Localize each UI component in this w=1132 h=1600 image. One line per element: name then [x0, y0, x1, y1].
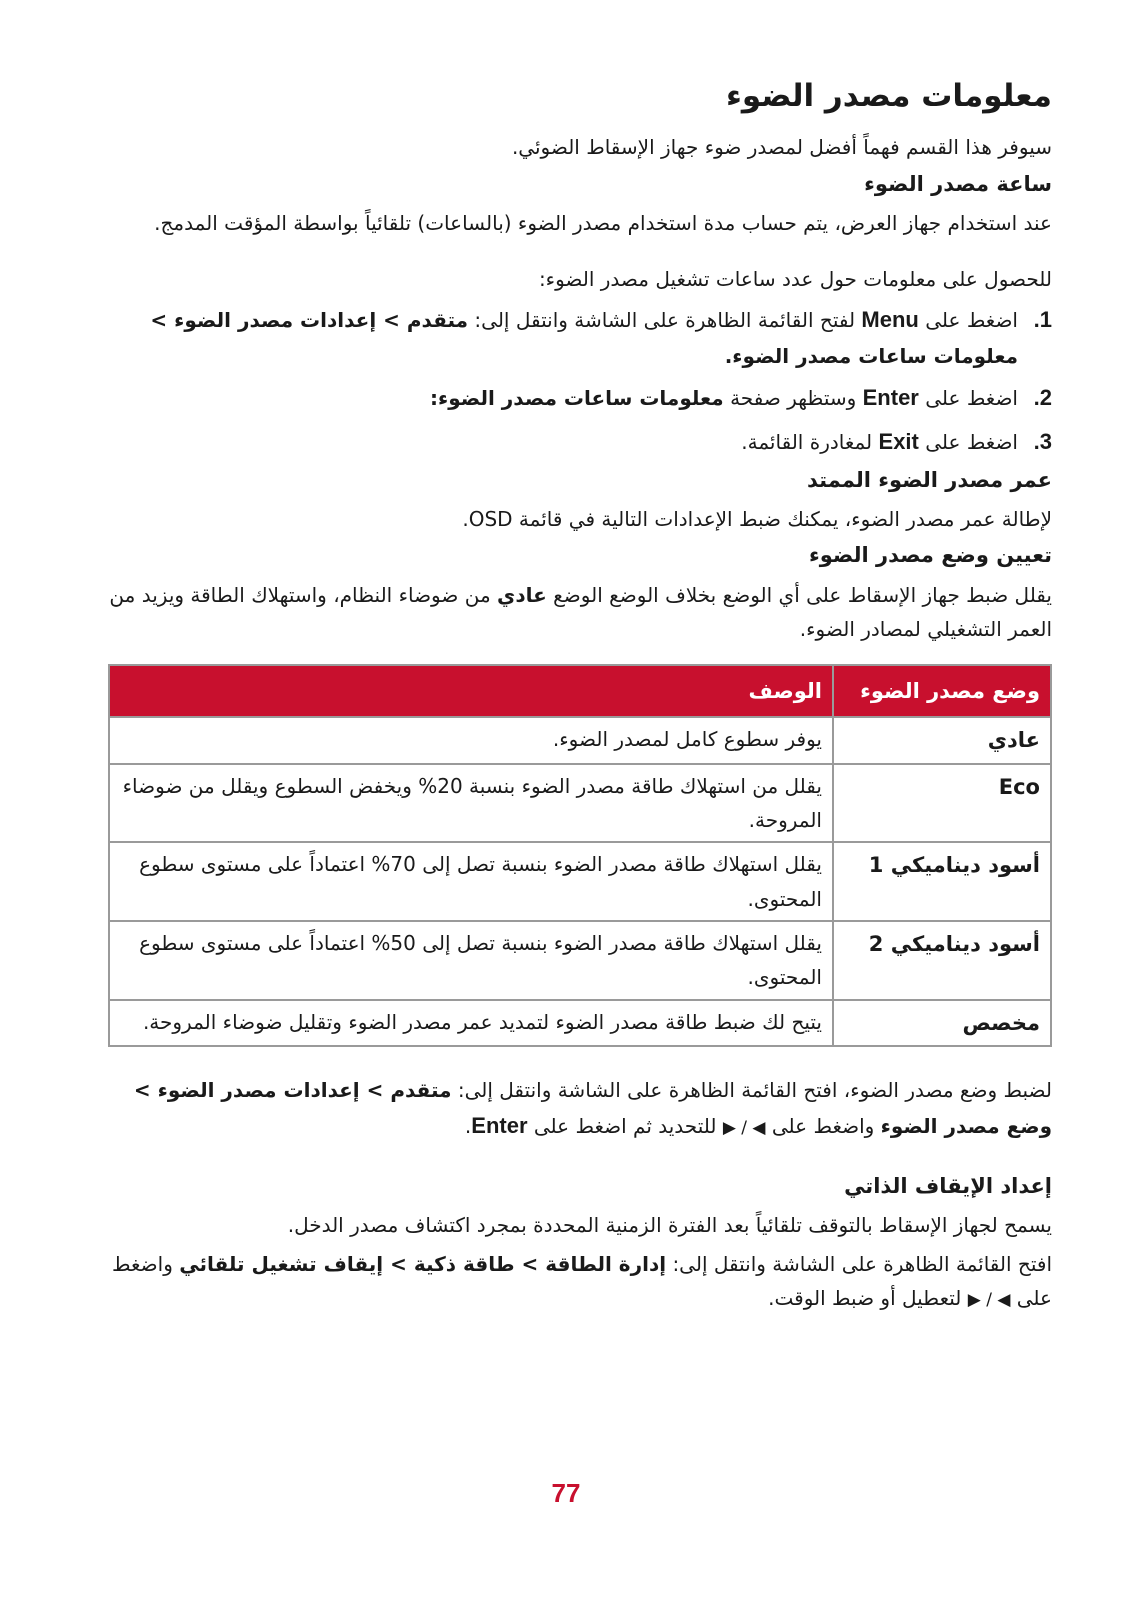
step-1: 1. اضغط على Menu لفتح القائمة الظاهرة على الشاشة وانتقل إلى: متقدم > إعدادات مصدر الضوء > معلومات ساعات مصدر الضوء. [108, 301, 1052, 373]
hours-heading: ساعة مصدر الضوء [864, 171, 1052, 196]
mode-desc: يتيح لك ضبط طاقة مصدر الضوء لتمديد عمر مصدر الضوء وتقليل ضوضاء المروحة. [109, 1000, 833, 1046]
table-row [109, 1000, 1051, 1046]
exit-key-label: Exit [878, 428, 919, 454]
auto-off-body: يسمح لجهاز الإسقاط بالتوقف تلقائياً بعد الفترة الزمنية المحددة بمجرد اكتشاف مصدر الدخل. [287, 1213, 1052, 1238]
mode-name: عادي [833, 717, 1051, 763]
table-header-desc: الوصف [109, 665, 833, 717]
page-number: 77 [551, 1478, 581, 1508]
step-number: 3. [1033, 428, 1052, 454]
mode-body: يقلل ضبط جهاز الإسقاط على أي الوضع بخلاف الوضع الوضع عادي من ضوضاء النظام، واستهلاك الطاقة ويزيد من العمر التشغيلي لمصادر الضوء. [109, 582, 1052, 642]
mode-desc: يقلل استهلاك طاقة مصدر الضوء بنسبة تصل إلى 70% اعتماداً على مستوى سطوع المحتوى. [109, 842, 833, 921]
table-row [109, 921, 1051, 1000]
auto-off-access: افتح القائمة الظاهرة على الشاشة وانتقل إلى: إدارة الطاقة > طاقة ذكية > إيقاف تشغيل تلقائي واضغط على ◀ / ▶ لتعطيل أو ضبط الوقت. [112, 1251, 1052, 1311]
menu-path: متقدم > إعدادات مصدر الضوء > وضع مصدر الضوء [133, 1077, 1052, 1139]
table-header-row [109, 665, 1051, 717]
page-title: معلومات مصدر الضوء [726, 78, 1052, 114]
mode-name: أسود ديناميكي 1 [833, 842, 1051, 921]
mode-heading: تعيين وضع مصدر الضوء [809, 543, 1052, 568]
step-number: 2. [1033, 384, 1052, 410]
menu-path: متقدم > إعدادات مصدر الضوء > معلومات ساعات مصدر الضوء. [150, 307, 1018, 368]
step-number: 1. [1033, 306, 1052, 332]
extend-body: لإطالة عمر مصدر الضوء، يمكنك ضبط الإعدادات التالية في قائمة OSD. [462, 506, 1052, 531]
extend-heading: عمر مصدر الضوء الممتد [807, 467, 1052, 492]
left-right-arrow-icons: ◀ / ▶ [967, 1290, 1011, 1311]
table-row [109, 717, 1051, 763]
auto-off-heading: إعداد الإيقاف الذاتي [844, 1174, 1052, 1199]
mode-name: Eco [833, 764, 1051, 843]
step-3: 3. اضغط على Exit لمغادرة القائمة. [108, 423, 1052, 461]
menu-path: معلومات ساعات مصدر الضوء: [430, 385, 724, 410]
light-mode-table [108, 664, 1052, 1047]
mode-name: مخصص [833, 1000, 1051, 1046]
mode-desc: يوفر سطوع كامل لمصدر الضوء. [109, 717, 833, 763]
table-row [109, 764, 1051, 843]
menu-path: إدارة الطاقة > طاقة ذكية > إيقاف تشغيل تلقائي [179, 1251, 667, 1276]
hours-access-intro: للحصول على معلومات حول عدد ساعات تشغيل مصدر الضوء: [538, 267, 1052, 292]
table-row [109, 842, 1051, 921]
enter-key-label: Enter [471, 1113, 528, 1139]
manual-page [108, 76, 1052, 1320]
table-header-mode: وضع مصدر الضوء [833, 665, 1051, 717]
mode-name: أسود ديناميكي 2 [833, 921, 1051, 1000]
hours-body: عند استخدام جهاز العرض، يتم حساب مدة استخدام مصدر الضوء (بالساعات) تلقائياً بواسطة المؤقت المدمج. [154, 210, 1052, 235]
enter-key-label: Enter [862, 384, 919, 410]
menu-key-label: Menu [861, 306, 919, 332]
set-mode-instructions: لضبط وضع مصدر الضوء، افتح القائمة الظاهرة على الشاشة وانتقل إلى: متقدم > إعدادات مصدر الضوء > وضع مصدر الضوء واضغط على ◀ / ▶ للتحديد ثم اضغط على Enter. [133, 1077, 1052, 1139]
mode-desc: يقلل من استهلاك طاقة مصدر الضوء بنسبة 20% ويخفض السطوع ويقلل من ضوضاء المروحة. [109, 764, 833, 843]
step-2: 2. اضغط على Enter وستظهر صفحة معلومات ساعات مصدر الضوء: [108, 379, 1052, 417]
hours-steps [108, 301, 1052, 461]
intro-text: سيوفر هذا القسم فهماً أفضل لمصدر ضوء جهاز الإسقاط الضوئي. [511, 135, 1052, 160]
mode-desc: يقلل استهلاك طاقة مصدر الضوء بنسبة تصل إلى 50% اعتماداً على مستوى سطوع المحتوى. [109, 921, 833, 1000]
left-right-arrow-icons: ◀ / ▶ [722, 1118, 766, 1139]
